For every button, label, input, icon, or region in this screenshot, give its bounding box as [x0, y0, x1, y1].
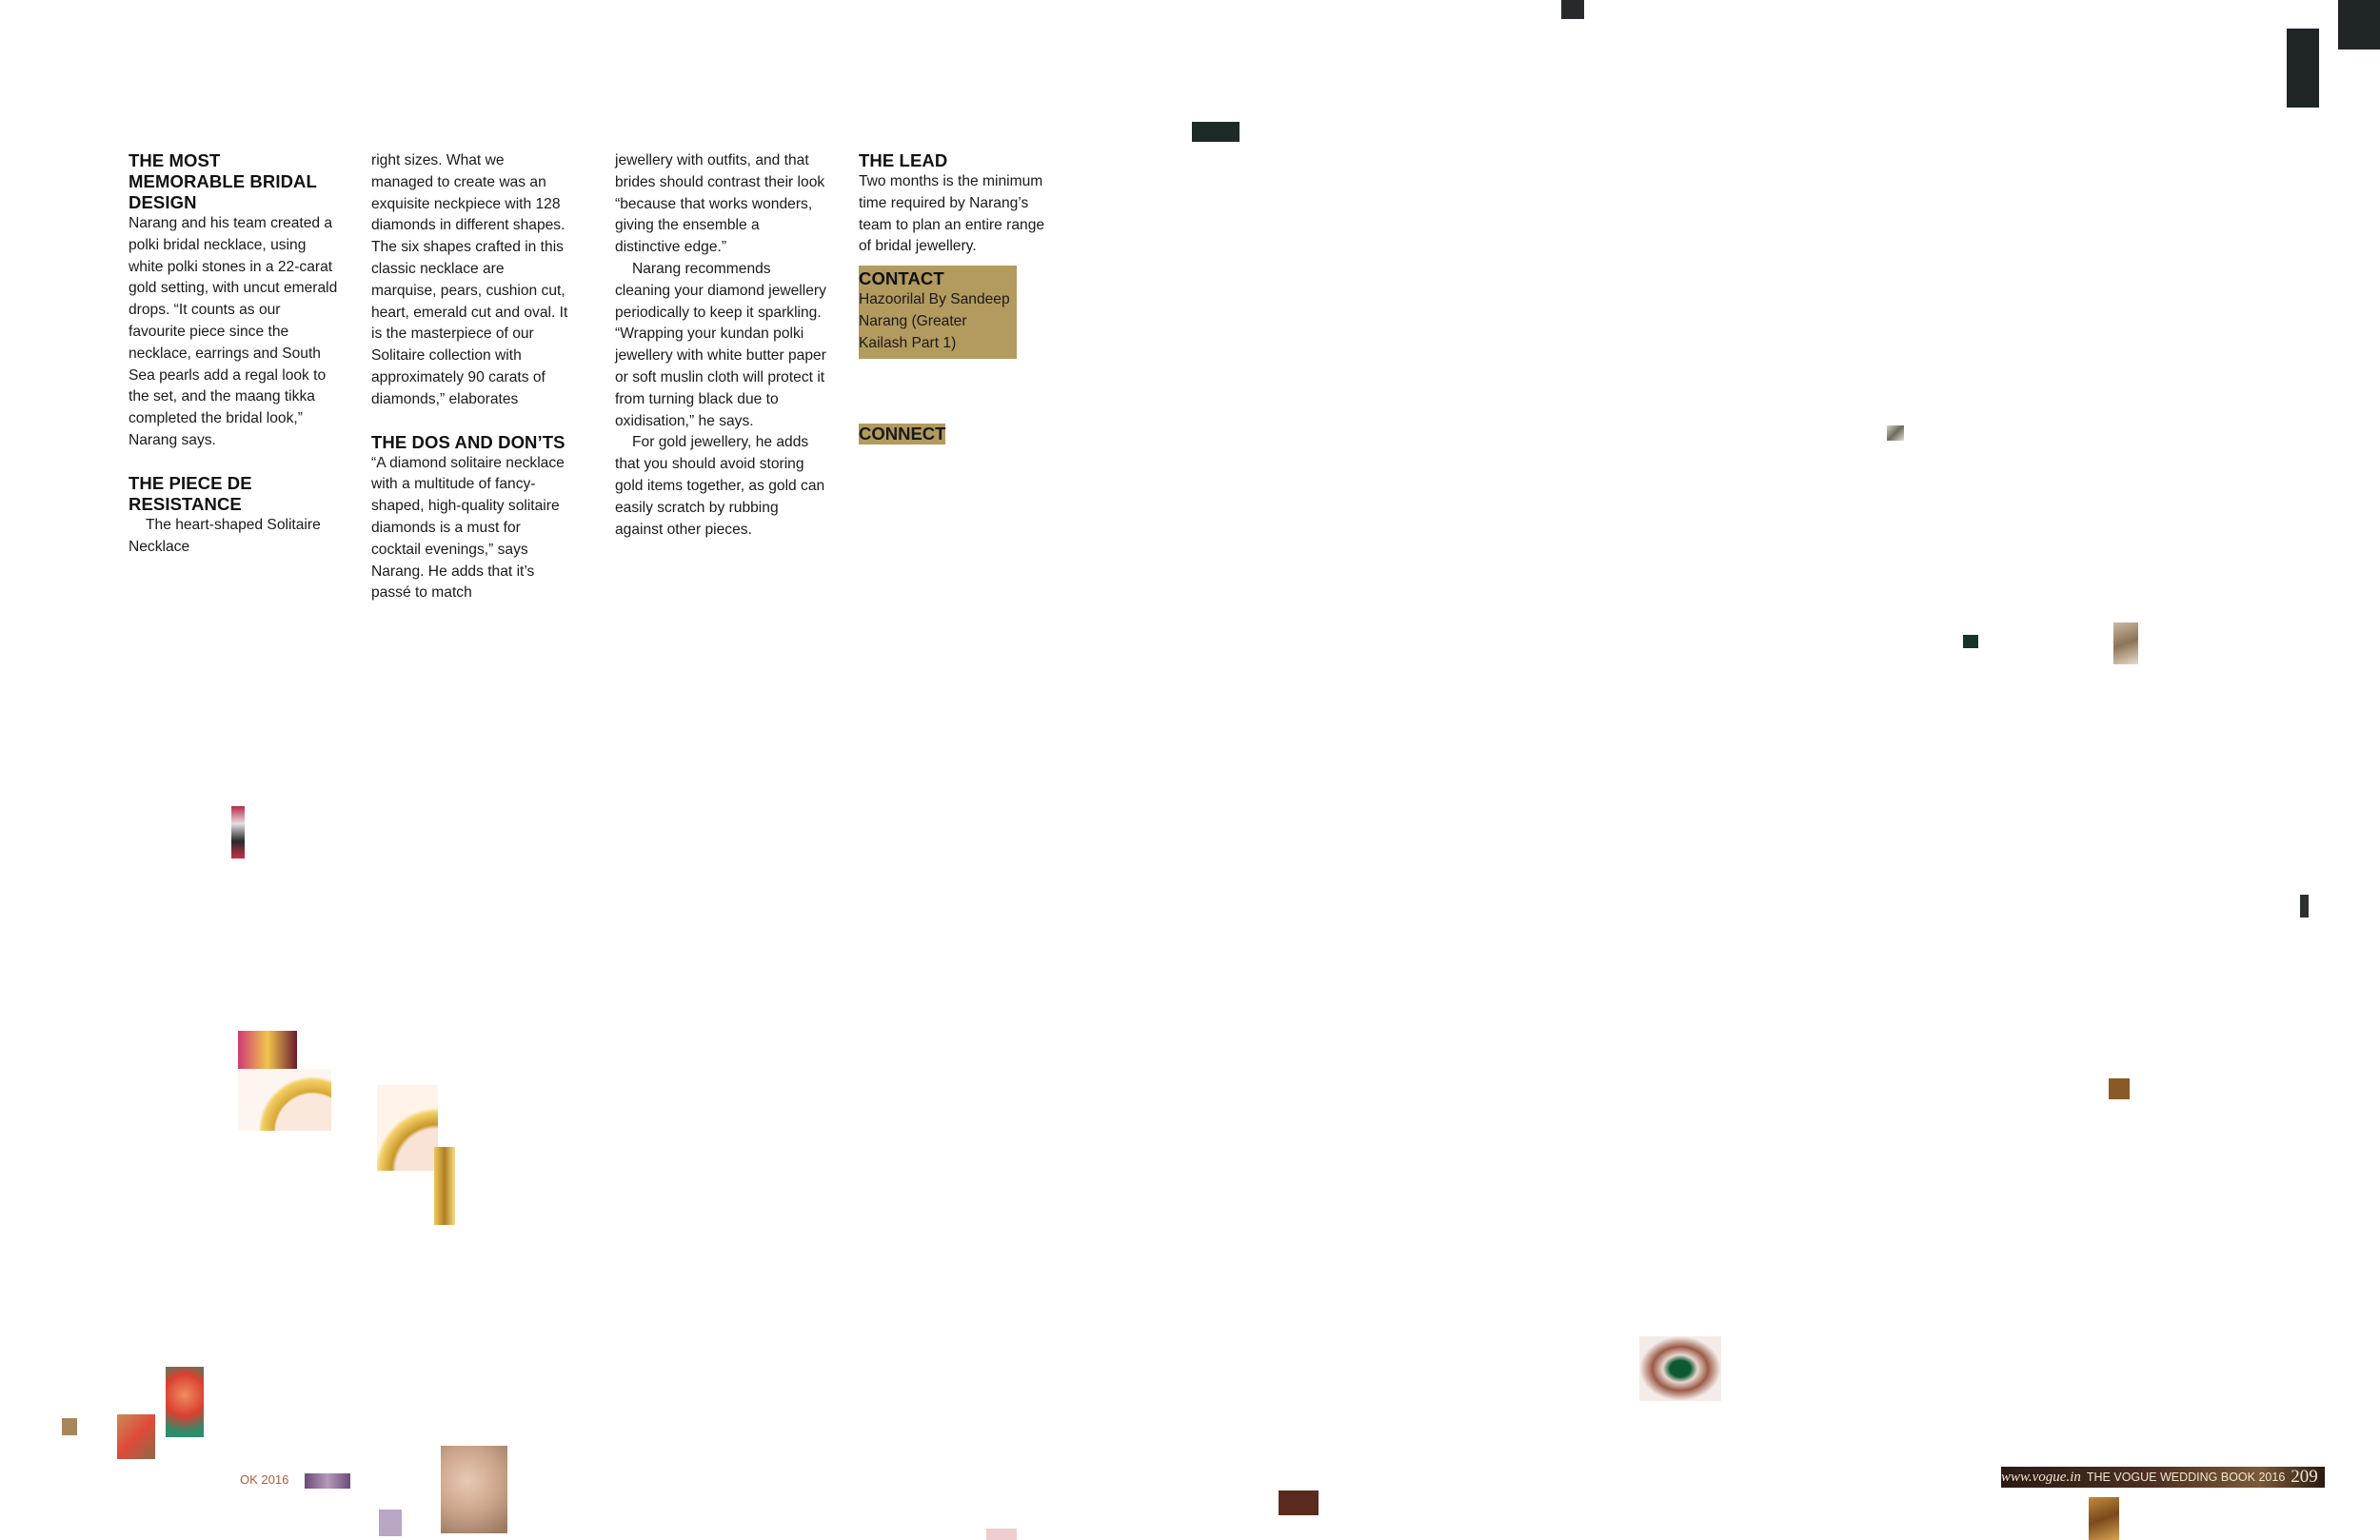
- dark-block-mid-top: [1192, 122, 1240, 142]
- text-column-4: [859, 150, 1059, 562]
- necklace-fragment: [377, 1085, 438, 1171]
- text-column-1: [129, 150, 340, 562]
- emerald-ring-fragment: [1639, 1336, 1721, 1401]
- jewel-fragment: [986, 1529, 1017, 1540]
- body-text: “A diamond solitaire necklace with a multitude of fancy-shaped, high-quality solitaire diamonds is a must for cocktail evenings,” says Narang. He adds that it’s passé to match: [371, 454, 565, 602]
- jewel-fragment: [166, 1367, 204, 1437]
- jewel-fragment: [1963, 635, 1978, 648]
- footer-left-fragment: OK 2016: [240, 1472, 289, 1487]
- section-heading-the-lead: THE LEAD: [859, 150, 948, 170]
- body-text: right sizes. What we managed to create was an exquisite neckpiece with 128 diamonds in different shapes. The six shapes crafted in this classic necklace are marquise, pears, cushion cut, heart, emerald cut and oval. It is the masterpiece of our Solitaire collection with approximately 90 carats of diamonds,” elaborates: [371, 152, 568, 407]
- connect-label: CONNECT: [859, 424, 946, 444]
- section-heading-piece-de-resistance: THE PIECE DE RESISTANCE: [129, 472, 252, 514]
- jewel-fragment: [2089, 1497, 2119, 1540]
- footer-url: www.vogue.in: [2001, 1469, 2081, 1485]
- section-heading-bridal-design: THE MOST MEMORABLE BRIDAL DESIGN: [129, 150, 317, 212]
- contact-text: Hazoorilal By Sandeep Narang (Greater Kailash Part 1): [859, 291, 1010, 351]
- jewel-fragment: [379, 1510, 402, 1536]
- dark-block-top: [1561, 0, 1584, 19]
- body-text: For gold jewellery, he adds that you should avoid storing gold items together, as gold can easily scratch by rubbing against other pieces.: [615, 434, 825, 538]
- jewel-fragment: [1887, 425, 1904, 441]
- text-column-2: [371, 150, 569, 602]
- jewel-fragment: [62, 1418, 77, 1435]
- page-number: 209: [2291, 1467, 2318, 1487]
- jewel-fragment: [1279, 1491, 1319, 1515]
- body-text: Narang and his team created a polki bridal necklace, using white polki stones in a 22-carat gold setting, with uncut emerald drops. “It counts as our favourite piece since the necklace, earrings and South Sea pearls add a regal look to the set, and the maang tikka completed the bridal look,” Narang says.: [129, 215, 338, 448]
- body-text: The heart-shaped Solitaire Necklace: [129, 516, 321, 555]
- body-text: Two months is the minimum time required by Narang’s team to plan an entire range of bridal jewellery.: [859, 173, 1045, 255]
- dark-strip-top-right: [2338, 0, 2380, 49]
- jewel-fragment: [2109, 1078, 2130, 1099]
- footer-book-title: THE VOGUE WEDDING BOOK 2016: [2086, 1471, 2286, 1484]
- jewel-fragment: [2113, 622, 2138, 664]
- body-text: Narang recommends cleaning your diamond jewellery periodically to keep it sparkling. “Wrapping your kundan polki jewellery with white butter paper or soft muslin cloth will protect it from turning black due to oxidisation,” he says.: [615, 260, 826, 429]
- body-text: jewellery with outfits, and that brides should contrast their look “because that works wonders, giving the ensemble a distinctive edge.”: [615, 152, 825, 256]
- necklace-fragment: [238, 1069, 331, 1131]
- page-footer: [2001, 1467, 2325, 1488]
- jewel-fragment: [441, 1446, 507, 1533]
- contact-heading: CONTACT: [859, 268, 944, 289]
- necklace-fragment: [238, 1031, 297, 1069]
- section-heading-dos-and-donts: THE DOS AND DON’TS: [371, 431, 565, 452]
- dark-bar-top-right: [2287, 29, 2319, 108]
- jewel-fragment: [117, 1414, 155, 1459]
- necklace-fragment: [434, 1147, 455, 1225]
- text-column-3: [615, 150, 826, 562]
- jewel-fragment: [231, 806, 245, 859]
- jewel-fragment: [2300, 895, 2309, 918]
- jewel-fragment: [305, 1473, 350, 1489]
- contact-box: [859, 266, 1017, 358]
